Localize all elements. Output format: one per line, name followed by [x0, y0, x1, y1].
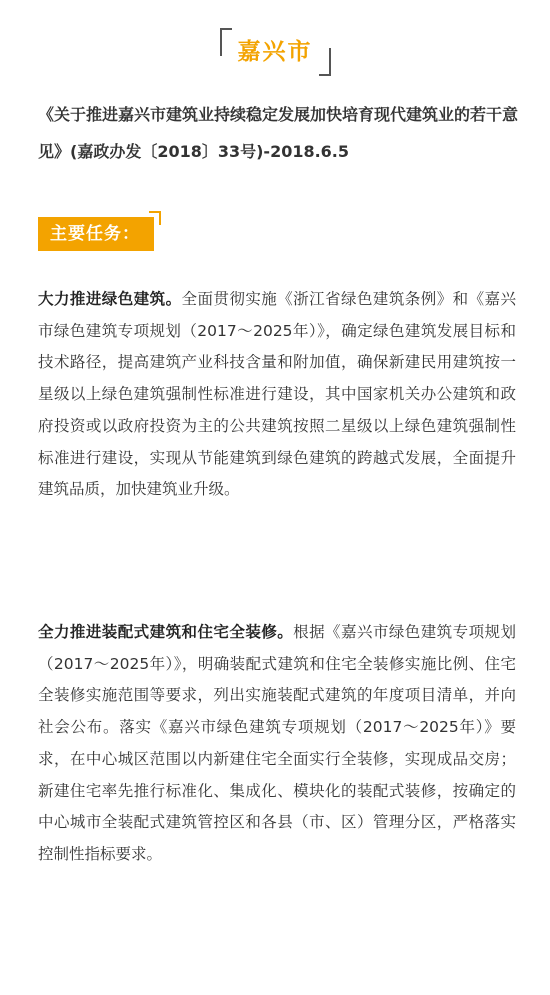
document-title: 《关于推进嘉兴市建筑业持续稳定发展加快培育现代建筑业的若干意见》(嘉政办发〔2018〕33号)-2018.6.5: [38, 105, 519, 161]
section-label: 主要任务：: [38, 217, 154, 251]
task-heading: 全力推进装配式建筑和住宅全装修。: [38, 623, 294, 641]
badge-corner-decoration: [149, 211, 161, 225]
task-heading: 大力推进绿色建筑。: [38, 290, 182, 308]
task-body: 根据《嘉兴市绿色建筑专项规划（2017～2025年）》，明确装配式建筑和住宅全装修实施比例、住宅全装修实施范围等要求，列出实施装配式建筑的年度项目清单，并向社会公布。落实《嘉兴市绿色建筑专项规划（2017～2025年）》要求，在中心城区范围以内新建住宅全面实行全装修，实现成品交房；新建住宅率先推行标准化、集成化、模块化的装配式装修，按确定的中心城市全装配式建筑管控区和各县（市、区）管理分区，严格落实控制性指标要求。: [38, 623, 516, 863]
task-body: 全面贯彻实施《浙江省绿色建筑条例》和《嘉兴市绿色建筑专项规划（2017～2025年）》，确定绿色建筑发展目标和技术路径，提高建筑产业科技含量和附加值，确保新建民用建筑按一星级以上绿色建筑强制性标准进行建设，其中国家机关办公建筑和政府投资或以政府投资为主的公共建筑按照二星级以上绿色建筑强制性标准进行建设，实现从节能建筑到绿色建筑的跨越式发展，全面提升建筑品质，加快建筑业升级。: [38, 290, 516, 499]
frame-corner-bottom-right: [319, 48, 331, 76]
city-header: [0, 28, 550, 76]
frame-corner-top-left: [220, 28, 232, 56]
city-title: 嘉兴市: [237, 39, 313, 65]
section-badge: [38, 217, 154, 251]
city-title-frame: [220, 28, 331, 76]
task-paragraph: [38, 617, 516, 871]
task-paragraph: [38, 284, 516, 506]
